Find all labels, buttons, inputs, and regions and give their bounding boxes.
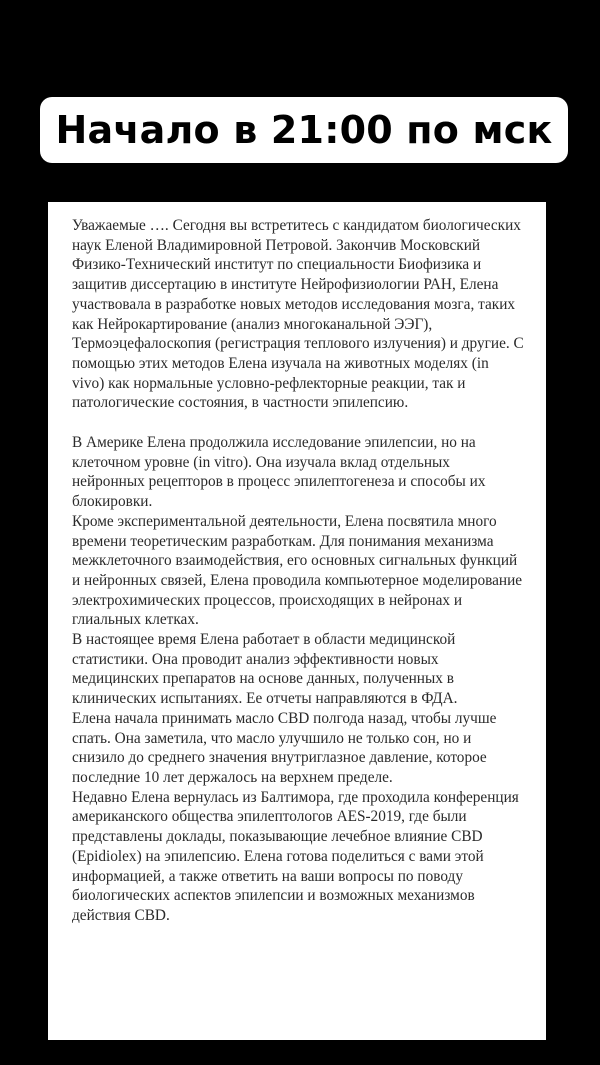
document-screenshot [48, 202, 546, 1040]
story-caption [40, 97, 568, 163]
document-paragraph: В Америке Елена продолжила исследование эпилепсии, но на клеточном уровне (in vitro). Она изучала вклад отдельных нейронных рецепторов в процесс эпилептогенеза и способы их блокировки. [72, 434, 486, 511]
document-paragraph: Недавно Елена вернулась из Балтимора, где проходила конференция американского общества эпилептологов AES-2019, где были представлены доклады, показывающие лечебное влияние CBD (Epidiolex) на эпилепсию. Елена готова поделиться с вами этой информацией, а также ответить на ваши вопросы по поводу биологических аспектов эпилепсии и возможных механизмов действия CBD. [72, 788, 519, 924]
document-paragraph: Уважаемые …. Сегодня вы встретитесь с кандидатом биологических наук Еленой Владимировной Петровой. Закончив Московский Физико-Технический институт по специальности Биофизика и защитив диссертацию в институте Нейрофизиологии РАН, Елена участвовала в разработке новых методов исследования мозга, таких как Нейрокартирование (анализ многоканальной ЭЭГ), Термоэцефалоскопия (регистрация теплового излучения) и другие. С помощью этих методов Елена изучала на животных моделях (in vivo) как нормальные условно-рефлекторные реакции, так и патологические состояния, в частности эпилепсию. [72, 217, 524, 412]
document-paragraph: Кроме экспериментальной деятельности, Елена посвятила много времени теоретическим разработкам. Для понимания механизма межклеточного взаимодействия, его основных сигнальных функций и нейронных связей, Елена проводила компьютерное моделирование электрохимических процессов, происходящих в нейронах и глиальных клетках. [72, 512, 523, 629]
document-paragraph: Елена начала принимать масло CBD полгода назад, чтобы лучше спать. Она заметила, что масло улучшило не только сон, но и снизило до среднего значения внутриглазное давление, которое последние 10 лет держалось на верхнем пределе. [72, 709, 497, 786]
caption-text: Начало в 21:00 по мск [55, 108, 553, 152]
document-paragraph: В настоящее время Елена работает в области медицинской статистики. Она проводит анализ эффективности новых медицинских препаратов на основе данных, полученных в клинических испытаниях. Ее отчеты направляются в ФДА. [72, 631, 458, 708]
